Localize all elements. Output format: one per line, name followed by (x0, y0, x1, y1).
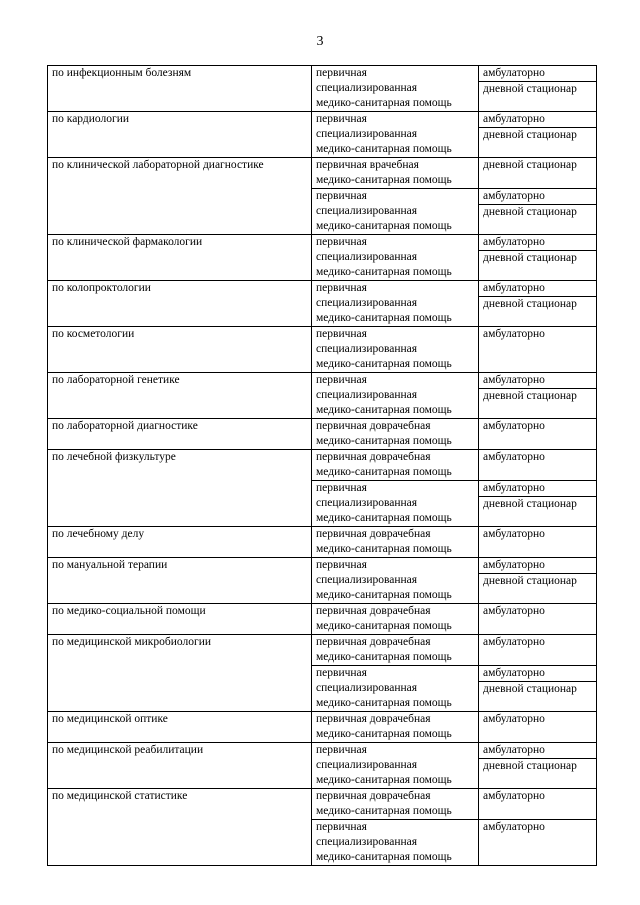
table-row (48, 419, 597, 450)
condition-label: амбулаторно (479, 373, 596, 389)
condition-label: амбулаторно (479, 66, 596, 82)
specialty-cell: по инфекционным болезням (48, 66, 312, 112)
specialty-cell: по колопроктологии (48, 281, 312, 327)
condition-label: дневной стационар (483, 252, 577, 264)
condition-label: амбулаторно (479, 189, 596, 205)
condition-label: дневной стационар (483, 298, 577, 310)
condition-label: дневной стационар (483, 575, 577, 587)
table-row (48, 789, 597, 820)
table-row (48, 450, 597, 481)
condition-label: амбулаторно (479, 481, 596, 497)
condition-label: амбулаторно (483, 451, 545, 463)
care-type-cell: первичная специализированная медико-санитарная помощь (312, 112, 479, 158)
care-type-cell: первичная специализированная медико-санитарная помощь (312, 558, 479, 604)
care-type-cell: первичная доврачебная медико-санитарная помощь (312, 450, 479, 481)
table-row (48, 281, 597, 327)
page-number: 3 (316, 34, 324, 49)
table-row (48, 558, 597, 604)
condition-label: дневной стационар (483, 83, 577, 95)
care-type-cell: первичная специализированная медико-санитарная помощь (312, 66, 479, 112)
condition-label: амбулаторно (483, 528, 545, 540)
condition-label: амбулаторно (479, 235, 596, 251)
conditions-cell (479, 281, 597, 327)
condition-label: дневной стационар (483, 760, 577, 772)
specialty-cell: по медико-социальной помощи (48, 604, 312, 635)
conditions-cell (479, 712, 597, 743)
conditions-cell (479, 789, 597, 820)
conditions-cell (479, 558, 597, 604)
conditions-cell (479, 604, 597, 635)
conditions-cell (479, 235, 597, 281)
condition-label: дневной стационар (483, 206, 577, 218)
conditions-cell (479, 820, 597, 866)
conditions-cell (479, 327, 597, 373)
specialty-cell: по кардиологии (48, 112, 312, 158)
table-row (48, 635, 597, 666)
table-row (48, 158, 597, 189)
specialty-cell: по медицинской микробиологии (48, 635, 312, 712)
table-row (48, 743, 597, 789)
care-type-cell: первичная специализированная медико-санитарная помощь (312, 327, 479, 373)
condition-label: амбулаторно (479, 281, 596, 297)
condition-label: дневной стационар (483, 390, 577, 402)
conditions-cell (479, 66, 597, 112)
care-type-cell: первичная доврачебная медико-санитарная помощь (312, 712, 479, 743)
care-type-cell: первичная специализированная медико-санитарная помощь (312, 820, 479, 866)
condition-label: дневной стационар (483, 159, 577, 171)
specialty-cell: по мануальной терапии (48, 558, 312, 604)
conditions-cell (479, 666, 597, 712)
care-type-cell: первичная специализированная медико-санитарная помощь (312, 189, 479, 235)
conditions-cell (479, 450, 597, 481)
specialty-cell: по лабораторной генетике (48, 373, 312, 419)
specialty-cell: по косметологии (48, 327, 312, 373)
table-row (48, 66, 597, 112)
care-type-cell: первичная доврачебная медико-санитарная помощь (312, 635, 479, 666)
conditions-cell (479, 158, 597, 189)
specialty-cell: по лабораторной диагностике (48, 419, 312, 450)
condition-label: амбулаторно (483, 328, 545, 340)
care-type-cell: первичная доврачебная медико-санитарная помощь (312, 604, 479, 635)
care-type-cell: первичная специализированная медико-санитарная помощь (312, 373, 479, 419)
care-type-cell: первичная доврачебная медико-санитарная помощь (312, 419, 479, 450)
table-body (48, 66, 597, 866)
specialty-cell: по лечебному делу (48, 527, 312, 558)
conditions-cell (479, 373, 597, 419)
services-table (47, 65, 597, 866)
condition-label: амбулаторно (479, 558, 596, 574)
condition-label: амбулаторно (479, 666, 596, 682)
care-type-cell: первичная специализированная медико-санитарная помощь (312, 666, 479, 712)
condition-label: амбулаторно (483, 713, 545, 725)
condition-label: амбулаторно (483, 636, 545, 648)
specialty-cell: по клинической лабораторной диагностике (48, 158, 312, 235)
condition-label: амбулаторно (479, 112, 596, 128)
conditions-cell (479, 743, 597, 789)
condition-label: дневной стационар (483, 498, 577, 510)
specialty-cell: по лечебной физкультуре (48, 450, 312, 527)
table-row (48, 712, 597, 743)
care-type-cell: первичная доврачебная медико-санитарная помощь (312, 527, 479, 558)
table-row (48, 527, 597, 558)
specialty-cell: по медицинской статистике (48, 789, 312, 866)
condition-label: амбулаторно (479, 743, 596, 759)
conditions-cell (479, 635, 597, 666)
conditions-cell (479, 481, 597, 527)
condition-label: амбулаторно (483, 790, 545, 802)
condition-label: дневной стационар (483, 129, 577, 141)
table-row (48, 373, 597, 419)
table-row (48, 327, 597, 373)
condition-label: амбулаторно (483, 821, 545, 833)
specialty-cell: по клинической фармакологии (48, 235, 312, 281)
care-type-cell: первичная доврачебная медико-санитарная помощь (312, 789, 479, 820)
conditions-cell (479, 112, 597, 158)
care-type-cell: первичная специализированная медико-санитарная помощь (312, 235, 479, 281)
care-type-cell: первичная специализированная медико-санитарная помощь (312, 481, 479, 527)
specialty-cell: по медицинской оптике (48, 712, 312, 743)
care-type-cell: первичная специализированная медико-санитарная помощь (312, 281, 479, 327)
table-row (48, 235, 597, 281)
condition-label: амбулаторно (483, 605, 545, 617)
specialty-cell: по медицинской реабилитации (48, 743, 312, 789)
conditions-cell (479, 419, 597, 450)
conditions-cell (479, 189, 597, 235)
table-row (48, 604, 597, 635)
table-row (48, 112, 597, 158)
conditions-cell (479, 527, 597, 558)
condition-label: дневной стационар (483, 683, 577, 695)
condition-label: амбулаторно (483, 420, 545, 432)
care-type-cell: первичная врачебная медико-санитарная помощь (312, 158, 479, 189)
care-type-cell: первичная специализированная медико-санитарная помощь (312, 743, 479, 789)
